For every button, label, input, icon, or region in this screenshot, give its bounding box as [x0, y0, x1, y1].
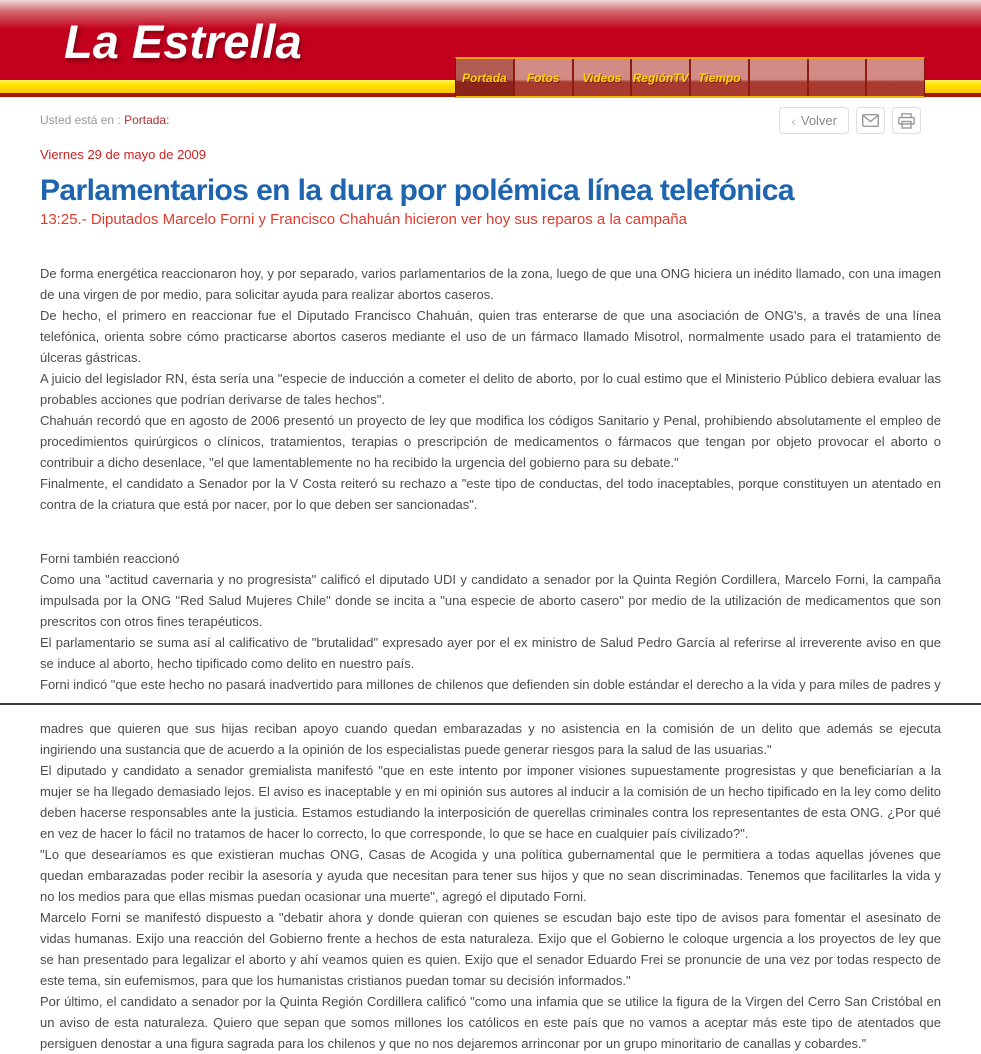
tab-videos[interactable]	[574, 59, 633, 96]
section-heading: Forni también reaccionó	[40, 551, 180, 566]
chevron-left-icon: ‹	[791, 112, 796, 129]
article-paragraph: De hecho, el primero en reaccionar fue el Diputado Francisco Chahuán, quien tras enterarse de que una asociación de ONG's, a través de una línea telefónica, orienta sobre cómo practicarse abortos caseros mediante el uso de un fármaco llamado Misotrol, normalmente usado para el tratamiento de úlceras gástricas.	[40, 308, 941, 365]
article-body	[40, 263, 941, 1054]
article-title: Parlamentarios en la dura por polémica línea telefónica	[40, 174, 794, 207]
page-actions	[779, 107, 921, 134]
breadcrumb-current[interactable]: Portada:	[124, 113, 170, 127]
tab-regiontv[interactable]	[632, 59, 691, 96]
tab-label: Portada	[462, 70, 507, 85]
article-paragraph: Marcelo Forni se manifestó dispuesto a "debatir ahora y donde quieran con quienes se escudan bajo este tipo de avisos para fomentar el asesinato de vidas humanas. Exijo una reacción del Gobierno frente a hechos de esta naturaleza. Exijo que el Gobierno le coloque urgencia a los proyectos de ley que se han presentado para legalizar el aborto y ahí veamos quien es quien. Exijo que el senador Eduardo Frei se pronuncie de una vez por todas respecto de este tema, sin eufemismos, para que los humanistas cristianos puedan tomar su decisión informados."	[40, 910, 941, 988]
back-button-label: Volver	[800, 113, 837, 128]
main-nav	[455, 57, 925, 98]
tab-label: Fotos	[526, 70, 560, 85]
tab-empty-2[interactable]	[809, 59, 868, 96]
tab-tiempo[interactable]	[691, 59, 750, 96]
print-button[interactable]	[892, 107, 921, 134]
tab-portada[interactable]	[456, 59, 515, 96]
site-logo[interactable]: La Estrella	[64, 15, 302, 68]
breadcrumb-prefix: Usted está en :	[40, 113, 121, 127]
masthead	[0, 0, 981, 97]
tab-label: Tiempo	[698, 70, 741, 85]
email-button[interactable]	[856, 107, 885, 134]
article-paragraph: Por último, el candidato a senador por la Quinta Región Cordillera calificó "como una infamia que se utilice la figura de la Virgen del Cerro San Cristóbal en un aviso de esta naturaleza. Quiero que sepan que somos millones los católicos en este país que no vamos a aceptar más este tipo de atentados que persiguen denostar a una figura sagrada para los chilenos y que no nos dejaremos arrinconar por un grupo minoritario de canallas y cobardes."	[40, 994, 941, 1051]
printer-icon	[898, 113, 915, 129]
breadcrumb	[40, 113, 169, 127]
content-area	[0, 111, 981, 1054]
tab-empty-1[interactable]	[750, 59, 809, 96]
page-divider	[0, 703, 981, 705]
tab-empty-3[interactable]	[867, 59, 924, 96]
article-paragraph: De forma energética reaccionaron hoy, y por separado, varios parlamentarios de la zona, luego de que una ONG hiciera un inédito llamado, con una imagen de una virgen de por medio, para solicitar ayuda para realizar abortos caseros.	[40, 266, 941, 302]
article-paragraph: A juicio del legislador RN, ésta sería una "especie de inducción a cometer el delito de aborto, por lo cual estimo que el Ministerio Público debiera evaluar las probables acciones que podrían derivarse de tales hechos".	[40, 371, 941, 407]
tab-label: Videos	[582, 70, 622, 85]
article-paragraph: Finalmente, el candidato a Senador por la V Costa reiteró su rechazo a "este tipo de conductas, del todo inaceptables, porque constituyen un atentado en contra de la criatura que está por nacer, por lo que deben ser sancionadas".	[40, 476, 941, 512]
article-paragraph-split-after: madres que quieren que sus hijas reciban apoyo cuando quedan embarazadas y no asistencia en la comisión de un delito que además se ejecuta ingiriendo una sustancia que de acuerdo a la opinión de los especialistas puede generar riesgos para la salud de las usuarias."	[40, 721, 941, 757]
toolbar-row	[40, 111, 941, 145]
article-date: Viernes 29 de mayo de 2009	[40, 147, 206, 162]
article-paragraph: Chahuán recordó que en agosto de 2006 presentó un proyecto de ley que modifica los códigos Sanitario y Penal, prohibiendo absolutamente el empleo de procedimientos quirúrgicos o clínicos, tratamientos, terapias o prescripción de medicamentos o fármacos que tengan por objeto provocar el aborto o contribuir a dicho desenlace, "el que lamentablemente no ha recibido la urgencia del gobierno para su debate."	[40, 413, 941, 470]
back-button[interactable]	[779, 107, 849, 134]
article-paragraph-split-before: Forni indicó "que este hecho no pasará inadvertido para millones de chilenos que defienden sin doble estándar el derecho a la vida y para miles de padres y	[40, 677, 941, 692]
article-paragraph: "Lo que desearíamos es que existieran muchas ONG, Casas de Acogida y una política gubernamental que le permitiera a todas aquellas jóvenes que quedan embarazadas poder recibir la asesoría y ayuda que necesitan para tener sus hijos y que no sean discriminadas. Tenemos que facilitarles la vida y no los medios para que ellas mismas puedan ocasionar una muerte", agregó el diputado Forni.	[40, 847, 941, 904]
article-paragraph: El diputado y candidato a senador gremialista manifestó "que en este intento por imponer visiones supuestamente progresistas y que beneficiarían a la mujer se ha llegado demasiado lejos. El aviso es inaceptable y en mi opinión sus autores al inducir a la comisión de un hecho tipificado en la ley como delito deben hacerse responsables ante la justicia. Estamos estudiando la interposición de querellas criminales contra los representantes de esta ONG. ¿Por qué en vez de hacer lo fácil no tratamos de hacer lo correcto, lo que corresponde, lo que se hace en cualquier país civilizado?".	[40, 763, 941, 841]
article-subtitle: 13:25.- Diputados Marcelo Forni y Francisco Chahuán hicieron ver hoy sus reparos a la campaña	[40, 211, 687, 228]
tab-label: RegiónTV	[632, 70, 689, 85]
article-paragraph: El parlamentario se suma así al calificativo de "brutalidad" expresado ayer por el ex ministro de Salud Pedro García al referirse al irreverente aviso en que se induce al aborto, hecho tipificado como delito en nuestro país.	[40, 635, 941, 671]
tab-fotos[interactable]	[515, 59, 574, 96]
envelope-icon	[862, 114, 879, 127]
article-paragraph: Como una "actitud cavernaria y no progresista" calificó el diputado UDI y candidato a senador por la Quinta Región Cordillera, Marcelo Forni, la campaña impulsada por la ONG "Red Salud Mujeres Chile" donde se incita a "una especie de aborto casero" por medio de la utilización de medicamentos que son prescritos con otros fines terapéuticos.	[40, 572, 941, 629]
